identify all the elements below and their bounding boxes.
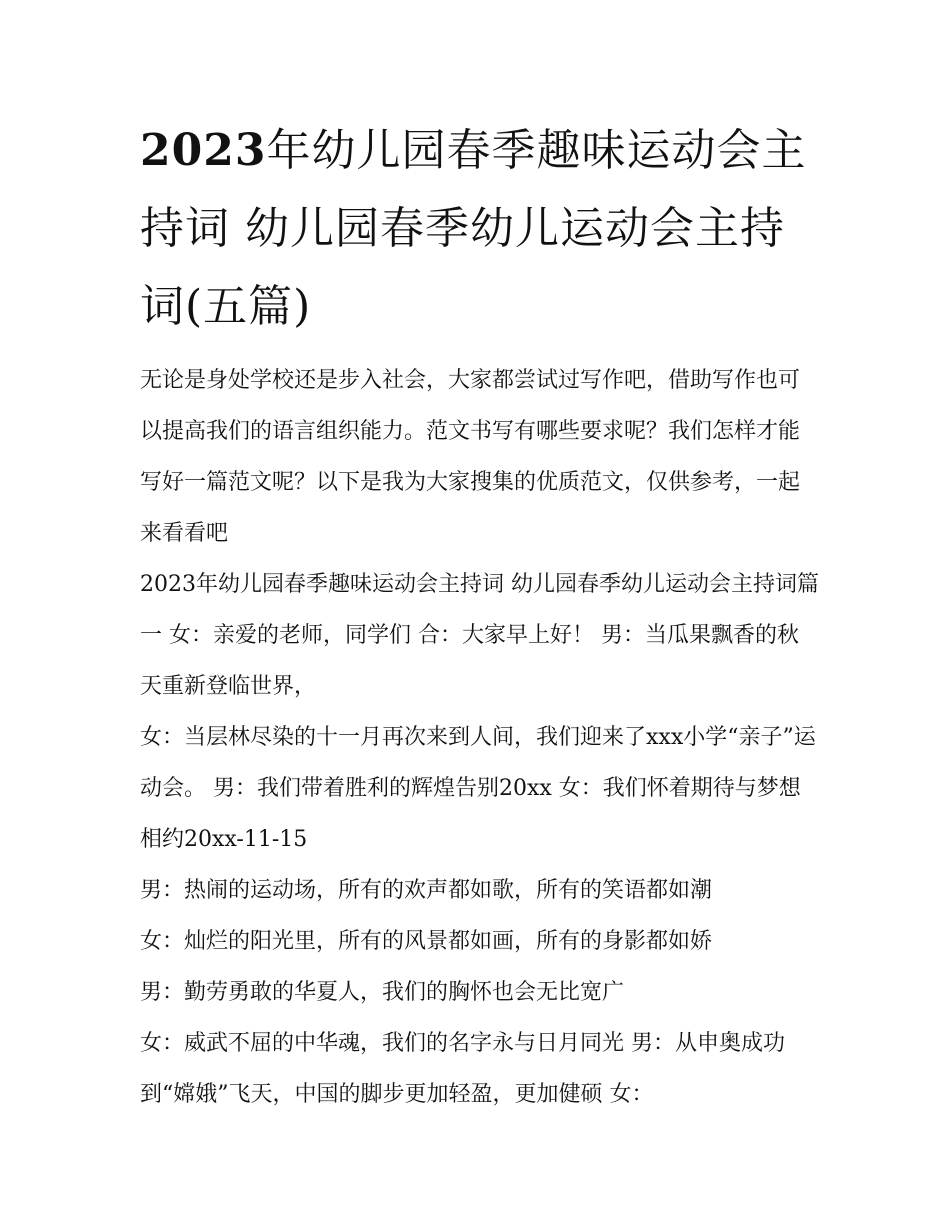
paragraph-dialogue: 男：热闹的运动场，所有的欢声都如歌，所有的笑语都如潮 — [140, 878, 713, 903]
paragraph-intro: 无论是身处学校还是步入社会，大家都尝试过写作吧，借助写作也可以提高我们的语言组织能力。范文书写有哪些要求呢？我们怎样才能写好一篇范文呢？以下是我为大家搜集的优质范文，仅供参考，一起来看看吧 — [140, 368, 801, 546]
paragraph-dialogue: 男：勤劳勇敢的华夏人，我们的胸怀也会无比宽广 — [140, 980, 625, 1005]
title-text: 年幼儿园春季趣味运动会主持词 幼儿园春季幼儿运动会主持词(五篇) — [140, 125, 807, 332]
paragraph-dialogue: 女：当层林尽染的十一月再次来到人间，我们迎来了xxx小学“亲子”运动会。 男：我们带着胜利的辉煌告别20xx 女：我们怀着期待与梦想相约20xx-11-15 — [140, 725, 816, 852]
document-title — [140, 112, 820, 346]
paragraph-dialogue: 女：灿烂的阳光里，所有的风景都如画，所有的身影都如娇 — [140, 929, 713, 954]
document-body — [140, 355, 820, 1120]
title-year: 2023 — [140, 125, 267, 176]
paragraph-dialogue: 女：威武不屈的中华魂，我们的名字永与日月同光 男：从申奥成功到“嫦娥”飞天，中国的脚步更加轻盈，更加健硕 女： — [140, 1031, 785, 1107]
paragraph-heading-opening: 2023年幼儿园春季趣味运动会主持词 幼儿园春季幼儿运动会主持词篇一 女：亲爱的老师，同学们 合：大家早上好！ 男：当瓜果飘香的秋天重新登临世界， — [140, 572, 819, 699]
